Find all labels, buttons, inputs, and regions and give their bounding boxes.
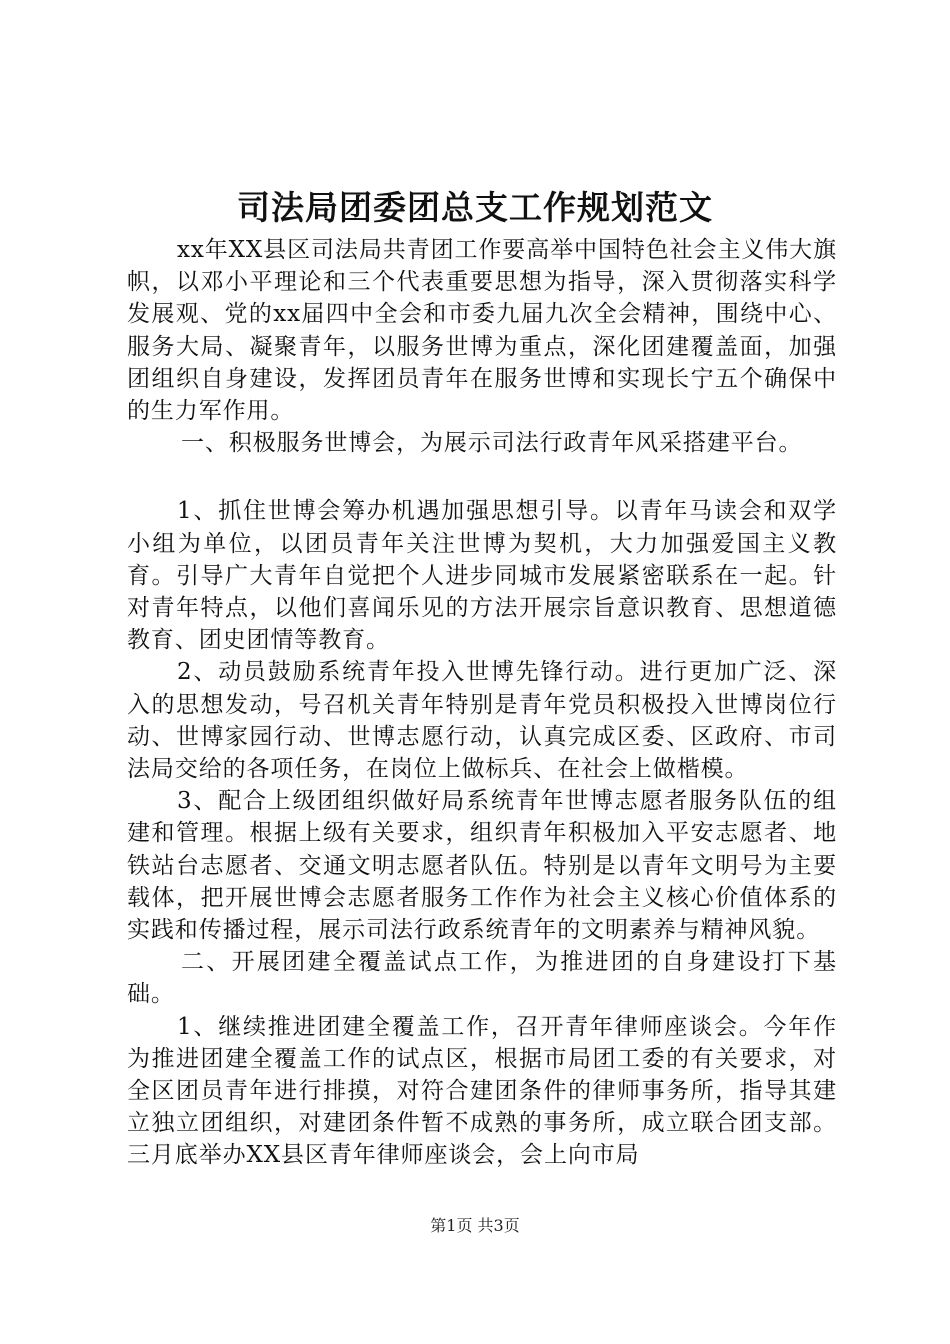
document-body <box>127 234 837 1172</box>
paragraph-1-3: 3、配合上级团组织做好局系统青年世博志愿者服务队伍的组建和管理。根据上级有关要求，组织青年积极加入平安志愿者、地铁站台志愿者、交通文明志愿者队伍。特别是以青年文明号为主要载体，把开展世博会志愿者服务工作作为社会主义核心价值体系的实践和传播过程，展示司法行政系统青年的文明素养与精神风貌。 <box>127 788 837 944</box>
intro-paragraph: xx年XX县区司法局共青团工作要高举中国特色社会主义伟大旗帜，以邓小平理论和三个代表重要思想为指导，深入贯彻落实科学发展观、党的xx届四中全会和市委九届九次全会精神，围绕中心、服务大局、凝聚青年，以服务世博为重点，深化团建覆盖面，加强团组织自身建设，发挥团员青年在服务世博和实现长宁五个确保中的生力军作用。 <box>127 237 837 425</box>
section-heading-2: 二、开展团建全覆盖试点工作，为推进团的自身建设打下基础。 <box>127 949 837 1008</box>
paragraph-1-2: 2、动员鼓励系统青年投入世博先锋行动。进行更加广泛、深入的思想发动，号召机关青年特别是青年党员积极投入世博岗位行动、世博家园行动、世博志愿行动，认真完成区委、区政府、市司法局交给的各项任务，在岗位上做标兵、在社会上做楷模。 <box>127 659 837 783</box>
paragraph-2-1: 1、继续推进团建全覆盖工作，召开青年律师座谈会。今年作为推进团建全覆盖工作的试点区，根据市局团工委的有关要求，对全区团员青年进行排摸，对符合建团条件的律师事务所，指导其建立独立团组织，对建团条件暂不成熟的事务所，成立联合团支部。三月底举办XX县区青年律师座谈会，会上向市局 <box>127 1013 837 1169</box>
paragraph-1-1: 1、抓住世博会筹办机遇加强思想引导。以青年马读会和双学小组为单位，以团员青年关注世博为契机，大力加强爱国主义教育。引导广大青年自觉把个人进步同城市发展紧密联系在一起。针对青年特点，以他们喜闻乐见的方法开展宗旨意识教育、思想道德教育、团史团情等教育。 <box>127 498 837 654</box>
page-footer: 第1页 共3页 <box>430 1216 520 1235</box>
section-heading-1: 一、积极服务世博会，为展示司法行政青年风采搭建平台。 <box>181 430 803 457</box>
document-title: 司法局团委团总支工作规划范文 <box>237 188 713 227</box>
blank-line <box>127 459 837 495</box>
